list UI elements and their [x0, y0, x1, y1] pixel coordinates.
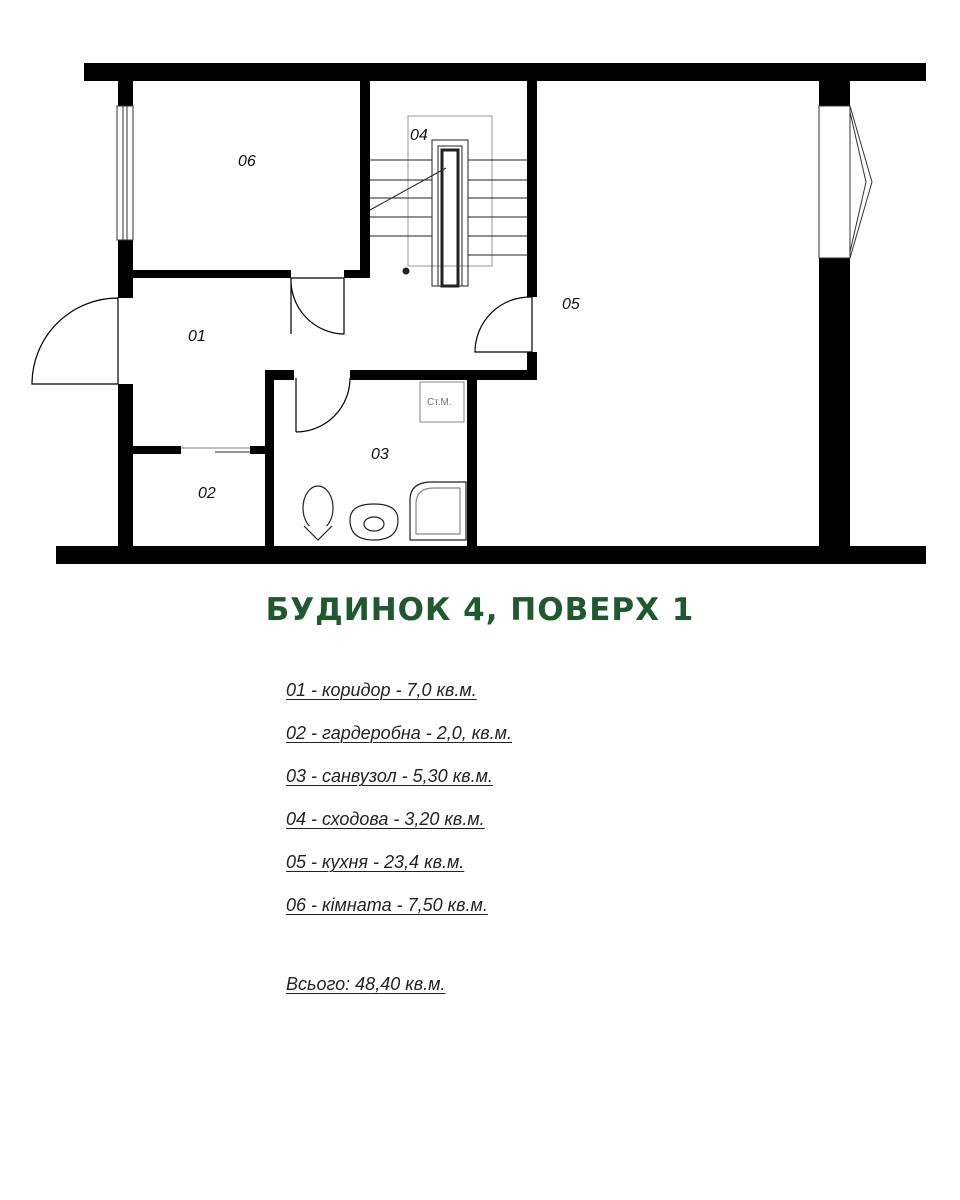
room-label-01: 01 — [188, 328, 206, 345]
door-swings — [32, 278, 532, 452]
stair-left-wall — [360, 81, 370, 278]
left-window — [117, 106, 133, 240]
room-label-05: 05 — [562, 296, 580, 313]
corridor-bottom-wall-b — [350, 370, 537, 380]
legend-item: 05 - кухня - 23,4 кв.м. — [286, 852, 465, 872]
bathroom-door — [296, 378, 350, 432]
bay-window — [819, 106, 872, 258]
top-wall — [84, 63, 926, 81]
legend-item: 04 - сходова - 3,20 кв.м. — [286, 809, 485, 829]
area-legend — [286, 676, 512, 934]
room-label-03: 03 — [371, 446, 389, 463]
bathroom-right-wall — [467, 378, 477, 546]
wardrobe-top-wall-b — [250, 446, 270, 454]
toilet-icon — [303, 486, 333, 530]
room-label-02: 02 — [198, 485, 216, 502]
legend-item: 01 - коридор - 7,0 кв.м. — [286, 680, 477, 700]
room06-door — [291, 278, 344, 334]
floor-plan — [0, 0, 960, 580]
room-label-04: 04 — [410, 127, 428, 144]
left-wall-lower — [118, 384, 133, 546]
wardrobe-top-wall-a — [133, 446, 181, 454]
page-title: БУДИНОК 4, ПОВЕРХ 1 — [265, 592, 695, 628]
fixture-label: Ст.М. — [427, 397, 452, 408]
room06-bottom-wall — [133, 270, 291, 278]
kitchen-wall-upper — [527, 81, 537, 297]
kitchen-door — [475, 297, 532, 352]
entrance-door — [32, 298, 118, 384]
total-area: Всього: 48,40 кв.м. — [286, 974, 446, 994]
legend-item: 06 - кімната - 7,50 кв.м. — [286, 895, 488, 915]
bottom-wall — [56, 546, 926, 564]
room-label-06: 06 — [238, 153, 256, 170]
bathroom-left-wall — [265, 370, 274, 546]
staircase — [370, 116, 527, 286]
legend-item: 03 - санвузол - 5,30 кв.м. — [286, 766, 493, 786]
legend-item: 02 - гардеробна - 2,0, кв.м. — [286, 723, 512, 743]
